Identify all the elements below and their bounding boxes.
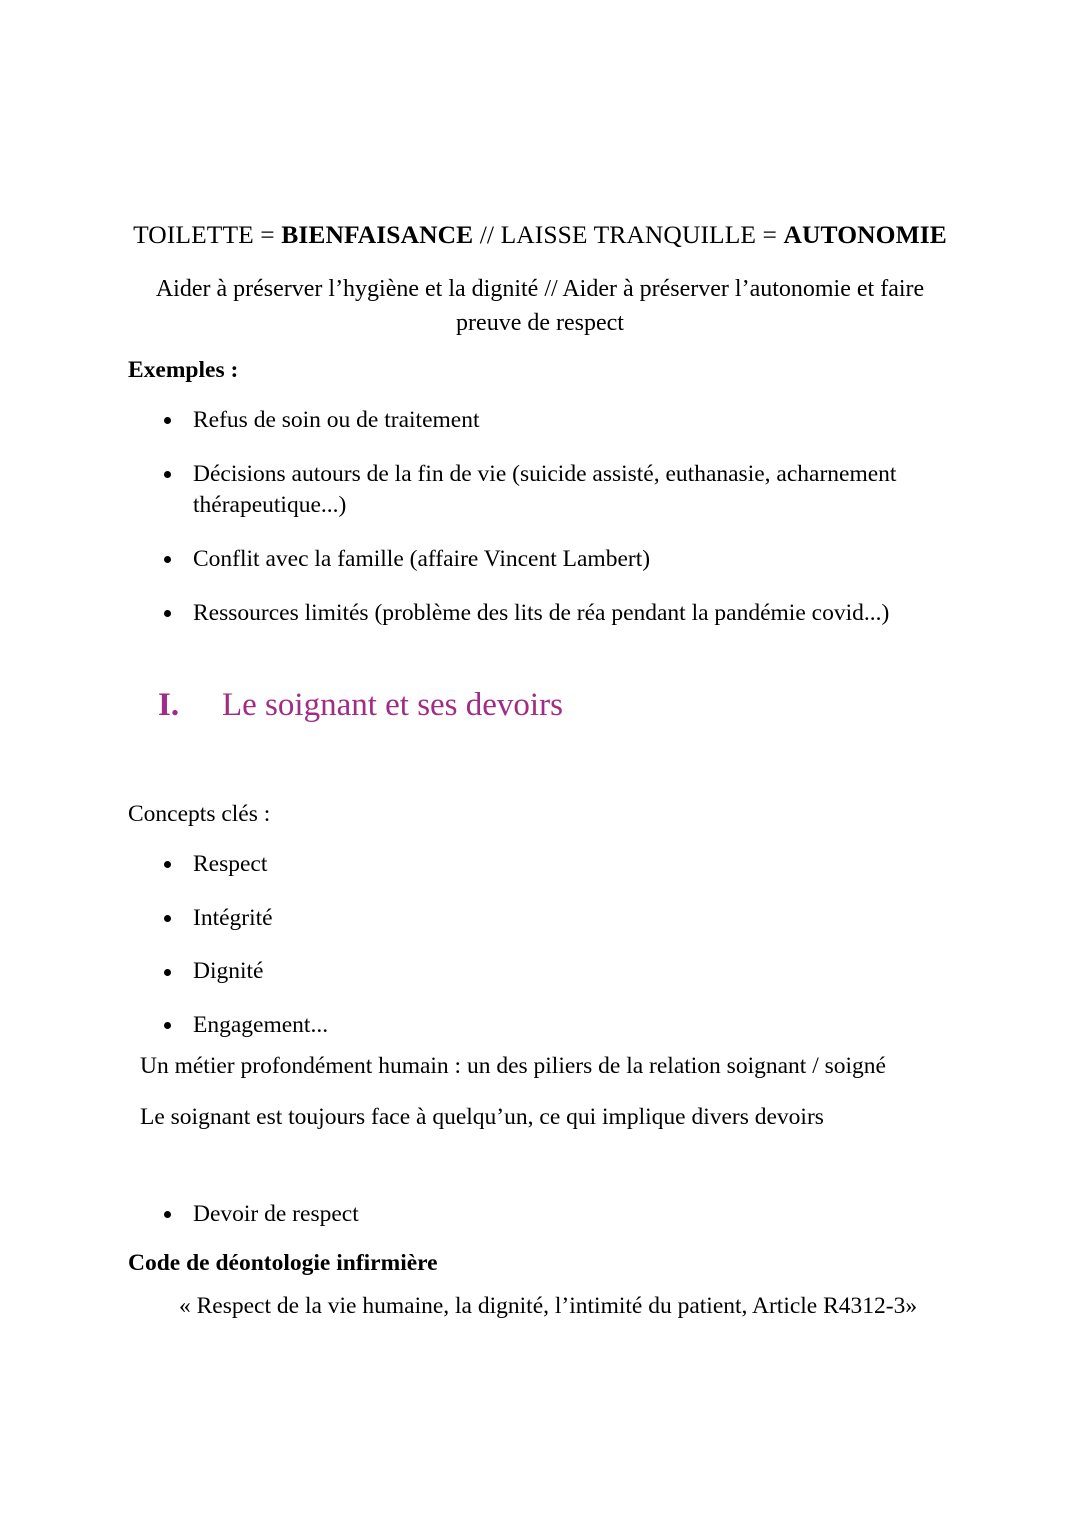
list-item	[160, 903, 960, 935]
examples-list	[160, 405, 960, 630]
list-item	[160, 849, 960, 881]
duties-list	[160, 1199, 960, 1231]
code-deontologie-label: Code de déontologie infirmière	[128, 1250, 438, 1276]
document-title	[128, 220, 952, 250]
section-heading	[158, 686, 563, 726]
list-item	[160, 544, 960, 576]
paragraph-metier: Un métier profondément humain : un des piliers de la relation soignant / soigné	[140, 1053, 886, 1079]
list-item	[160, 1010, 960, 1042]
bullet-dot-icon	[164, 969, 171, 976]
section-heading-text: Le soignant et ses devoirs	[222, 687, 563, 723]
title-segment-laisse-tranquille: // LAISSE TRANQUILLE =	[473, 220, 784, 249]
list-item-text: Engagement...	[193, 1012, 329, 1039]
list-item-text: Devoir de respect	[193, 1201, 359, 1227]
section-numeral: I.	[158, 687, 180, 723]
list-item-text: Conflit avec la famille (affaire Vincent Lambert)	[193, 546, 651, 573]
concepts-list	[160, 849, 960, 1042]
bullet-dot-icon	[164, 556, 171, 563]
bullet-dot-icon	[164, 915, 171, 922]
bullet-dot-icon	[164, 471, 171, 478]
list-item-text: Intégrité	[193, 904, 273, 931]
paragraph-soignant: Le soignant est toujours face à quelqu’un, ce qui implique divers devoirs	[140, 1104, 824, 1130]
examples-label: Exemples :	[128, 357, 239, 383]
bullet-dot-icon	[164, 1211, 171, 1218]
list-item	[160, 598, 960, 630]
list-item-text: Refus de soin ou de traitement	[193, 407, 480, 433]
title-segment-bienfaisance: BIENFAISANCE	[281, 220, 474, 249]
bullet-dot-icon	[164, 1022, 171, 1029]
list-item-text: Dignité	[193, 958, 264, 985]
list-item	[160, 405, 960, 437]
list-item-text: Ressources limités (problème des lits de réa pendant la pandémie covid...)	[193, 599, 890, 626]
bullet-dot-icon	[164, 861, 171, 868]
bullet-dot-icon	[164, 417, 171, 424]
concepts-label: Concepts clés :	[128, 801, 271, 827]
list-item	[160, 459, 960, 522]
title-segment-toilette: TOILETTE =	[133, 220, 282, 249]
document-subtitle: Aider à préserver l’hygiène et la dignité // Aider à préserver l’autonomie et faire preuve de respect	[155, 276, 925, 337]
code-quote: « Respect de la vie humaine, la dignité, l’intimité du patient, Article R4312-3»	[179, 1293, 918, 1319]
list-item-text: Respect	[193, 851, 268, 877]
list-item	[160, 956, 960, 988]
list-item-text: Décisions autours de la fin de vie (suicide assisté, euthanasie, acharnement thérapeutique...)	[193, 460, 897, 519]
bullet-dot-icon	[164, 610, 171, 617]
title-segment-autonomie: AUTONOMIE	[783, 220, 947, 249]
list-item	[160, 1199, 960, 1231]
